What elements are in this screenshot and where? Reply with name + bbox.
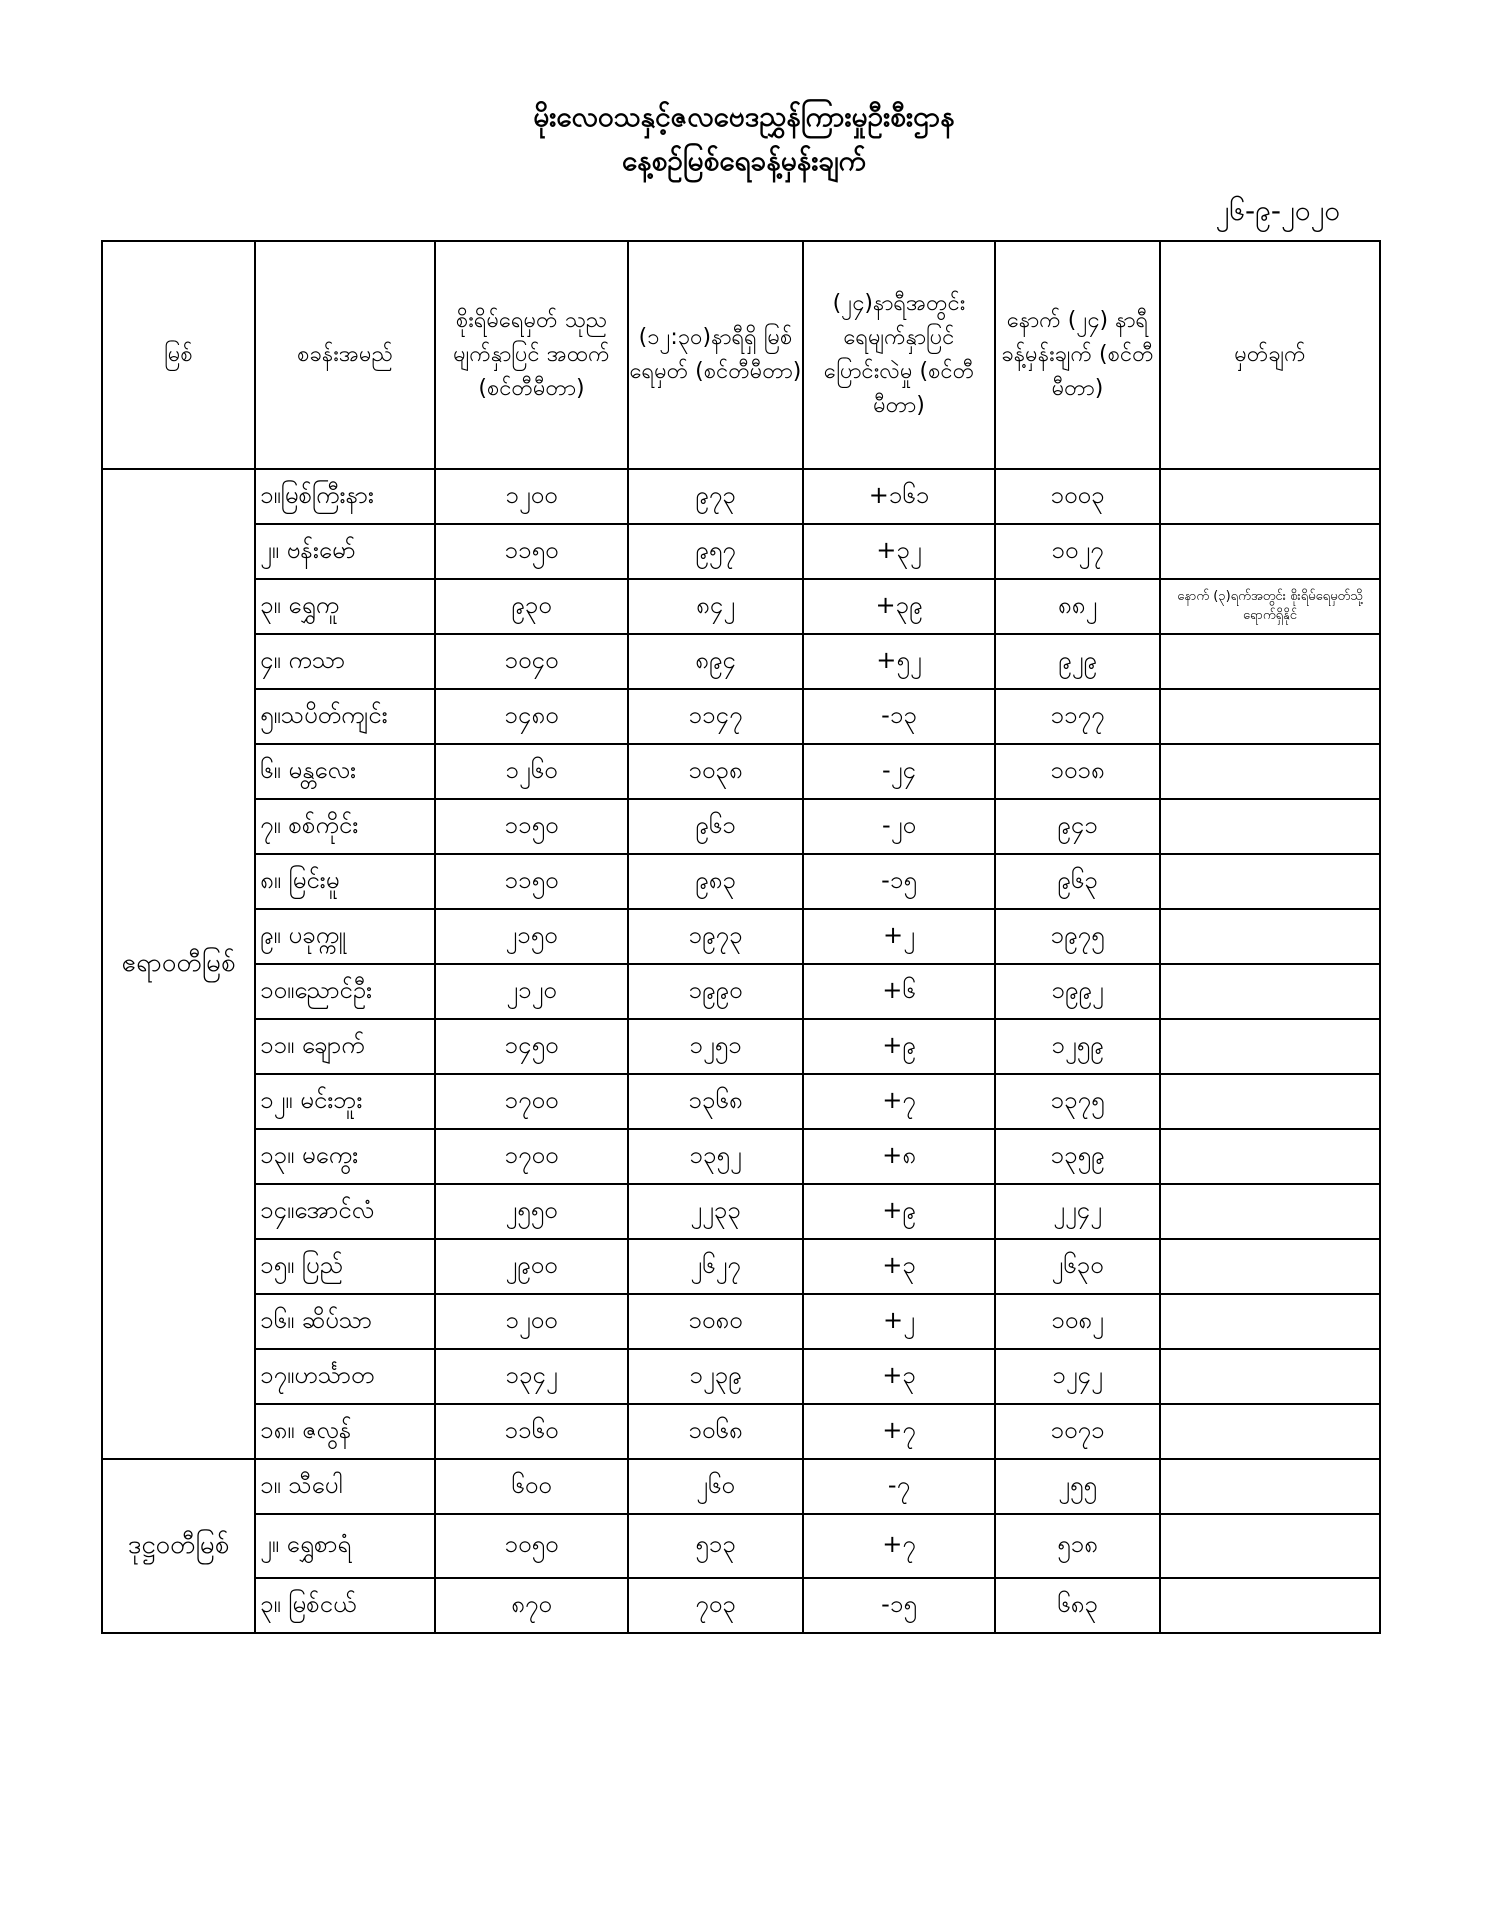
danger-level: ၁၂၀၀ (435, 1294, 628, 1349)
col-header-remarks: မှတ်ချက် (1160, 241, 1380, 469)
remark (1160, 1129, 1380, 1184)
remark (1160, 469, 1380, 524)
level-change: +၇ (803, 1514, 995, 1578)
forecast-level: ၉၆၃ (995, 854, 1160, 909)
forecast-level: ၅၁၈ (995, 1514, 1160, 1578)
table-row (102, 1019, 1380, 1074)
station-name: ၁။ သီပေါ (255, 1459, 435, 1514)
forecast-level: ၂၆၃၀ (995, 1239, 1160, 1294)
station-name: ၁၅။ ပြည် (255, 1239, 435, 1294)
station-name: ၁၀။ညောင်ဦး (255, 964, 435, 1019)
station-name: ၉။ ပခုက္ကူ (255, 909, 435, 964)
forecast-level: ၁၀၁၈ (995, 744, 1160, 799)
level-change: +၉ (803, 1019, 995, 1074)
river-forecast-table (101, 240, 1381, 1634)
station-name: ၃။ မြစ်ငယ် (255, 1578, 435, 1633)
col-header-24h-change: (၂၄)နာရီအတွင်း ရေမျက်နှာပြင် ပြောင်းလဲမှု (စင်တီမီတာ) (803, 241, 995, 469)
remark (1160, 1459, 1380, 1514)
forecast-level: ၈၈၂ (995, 579, 1160, 634)
remark (1160, 634, 1380, 689)
current-level: ၉၇၃ (628, 469, 803, 524)
current-level: ၁၃၅၂ (628, 1129, 803, 1184)
level-change: +၉ (803, 1184, 995, 1239)
forecast-level: ၉၄၁ (995, 799, 1160, 854)
remark (1160, 799, 1380, 854)
level-change: +၆ (803, 964, 995, 1019)
report-date: ၂၆-၉-၂၀၂၀ (1215, 194, 1340, 227)
level-change: +၂ (803, 909, 995, 964)
forecast-level: ၁၀၂၇ (995, 524, 1160, 579)
forecast-level: ၁၀၇၁ (995, 1404, 1160, 1459)
level-change: -၁၅ (803, 854, 995, 909)
station-name: ၂။ ဗန်းမော် (255, 524, 435, 579)
col-header-forecast: နောက် (၂၄) နာရီ ခန့်မှန်းချက် (စင်တီမီတာ) (995, 241, 1160, 469)
station-name: ၄။ ကသာ (255, 634, 435, 689)
level-change: +၇ (803, 1404, 995, 1459)
remark (1160, 964, 1380, 1019)
station-name: ၇။ စစ်ကိုင်း (255, 799, 435, 854)
table-row (102, 1514, 1380, 1578)
level-change: +၃ (803, 1239, 995, 1294)
danger-level: ၁၀၅၀ (435, 1514, 628, 1578)
current-level: ၁၉၇၃ (628, 909, 803, 964)
current-level: ၂၂၃၃ (628, 1184, 803, 1239)
level-change: +၃၉ (803, 579, 995, 634)
table-row (102, 1578, 1380, 1633)
level-change: -၂၀ (803, 799, 995, 854)
remark: နောက် (၃)ရက်အတွင်း စိုးရိမ်ရေမှတ်သို့ ရောက်ရှိနိုင် (1160, 579, 1380, 634)
station-name: ၂။ ရွှေစာရံ (255, 1514, 435, 1578)
level-change: +၇ (803, 1074, 995, 1129)
remark (1160, 909, 1380, 964)
danger-level: ၉၃၀ (435, 579, 628, 634)
table-row (102, 1239, 1380, 1294)
danger-level: ၁၇၀၀ (435, 1129, 628, 1184)
forecast-level: ၂၂၄၂ (995, 1184, 1160, 1239)
danger-level: ၂၅၅၀ (435, 1184, 628, 1239)
remark (1160, 1074, 1380, 1129)
col-header-danger-level: စိုးရိမ်ရေမှတ် သုညမျက်နှာပြင် အထက် (စင်တီမီတာ) (435, 241, 628, 469)
report-title: နေ့စဉ်မြစ်ရေခန့်မှန်းချက် (621, 144, 867, 177)
station-name: ၁၃။ မကွေး (255, 1129, 435, 1184)
current-level: ၁၂၅၁ (628, 1019, 803, 1074)
danger-level: ၂၁၂၀ (435, 964, 628, 1019)
station-name: ၁၁။ ချောက် (255, 1019, 435, 1074)
level-change: +၁၆၁ (803, 469, 995, 524)
danger-level: ၂၁၅၀ (435, 909, 628, 964)
forecast-level: ၁၃၇၅ (995, 1074, 1160, 1129)
station-name: ၁၇။ဟင်္သာတ (255, 1349, 435, 1404)
current-level: ၉၅၇ (628, 524, 803, 579)
remark (1160, 1404, 1380, 1459)
table-row (102, 524, 1380, 579)
current-level: ၉၆၁ (628, 799, 803, 854)
danger-level: ၁၄၅၀ (435, 1019, 628, 1074)
remark (1160, 689, 1380, 744)
table-row (102, 1349, 1380, 1404)
table-row (102, 1404, 1380, 1459)
forecast-level: ၁၂၄၂ (995, 1349, 1160, 1404)
level-change: -၁၅ (803, 1578, 995, 1633)
table-row (102, 579, 1380, 634)
danger-level: ၂၉၀၀ (435, 1239, 628, 1294)
level-change: -၂၄ (803, 744, 995, 799)
remark (1160, 1294, 1380, 1349)
level-change: -၁၃ (803, 689, 995, 744)
remark (1160, 524, 1380, 579)
station-name: ၆။ မန္တလေး (255, 744, 435, 799)
danger-level: ၁၁၅၀ (435, 854, 628, 909)
station-name: ၅။သပိတ်ကျင်း (255, 689, 435, 744)
table-row (102, 854, 1380, 909)
danger-level: ၈၇၀ (435, 1578, 628, 1633)
station-name: ၁။မြစ်ကြီးနား (255, 469, 435, 524)
level-change: +၈ (803, 1129, 995, 1184)
current-level: ၁၃၆၈ (628, 1074, 803, 1129)
table-row (102, 689, 1380, 744)
current-level: ၂၆၂၇ (628, 1239, 803, 1294)
station-name: ၁၄။အောင်လံ (255, 1184, 435, 1239)
col-header-station: စခန်းအမည် (255, 241, 435, 469)
current-level: ၈၉၄ (628, 634, 803, 689)
station-name: ၃။ ရွှေကူ (255, 579, 435, 634)
remark (1160, 854, 1380, 909)
current-level: ၁၂၃၉ (628, 1349, 803, 1404)
danger-level: ၁၁၅၀ (435, 799, 628, 854)
table-row (102, 1459, 1380, 1514)
danger-level: ၁၁၅၀ (435, 524, 628, 579)
level-change: +၃၂ (803, 524, 995, 579)
forecast-level: ၉၂၉ (995, 634, 1160, 689)
forecast-level: ၁၀၀၃ (995, 469, 1160, 524)
danger-level: ၁၃၄၂ (435, 1349, 628, 1404)
current-level: ၁၀၆၈ (628, 1404, 803, 1459)
forecast-level: ၁၂၅၉ (995, 1019, 1160, 1074)
current-level: ၇၀၃ (628, 1578, 803, 1633)
danger-level: ၁၂၆၀ (435, 744, 628, 799)
forecast-level: ၁၁၇၇ (995, 689, 1160, 744)
danger-level: ၁၄၈၀ (435, 689, 628, 744)
forecast-level: ၁၉၇၅ (995, 909, 1160, 964)
table-row (102, 1129, 1380, 1184)
level-change: +၅၂ (803, 634, 995, 689)
station-name: ၁၈။ ဇလွန် (255, 1404, 435, 1459)
danger-level: ၁၂၀၀ (435, 469, 628, 524)
danger-level: ၁၀၄၀ (435, 634, 628, 689)
current-level: ၈၄၂ (628, 579, 803, 634)
table-row (102, 1294, 1380, 1349)
col-header-river: မြစ် (102, 241, 255, 469)
current-level: ၂၆၀ (628, 1459, 803, 1514)
station-name: ၁၆။ ဆိပ်သာ (255, 1294, 435, 1349)
remark (1160, 1184, 1380, 1239)
forecast-level: ၁၃၅၉ (995, 1129, 1160, 1184)
table-row (102, 634, 1380, 689)
danger-level: ၁၁၆၀ (435, 1404, 628, 1459)
forecast-level: ၁၉၉၂ (995, 964, 1160, 1019)
remark (1160, 1578, 1380, 1633)
header-row (102, 241, 1380, 469)
forecast-level: ၂၅၅ (995, 1459, 1160, 1514)
level-change: +၂ (803, 1294, 995, 1349)
forecast-level: ၆၈၃ (995, 1578, 1160, 1633)
current-level: ၁၉၉၀ (628, 964, 803, 1019)
table-row (102, 799, 1380, 854)
station-name: ၈။ မြင်းမူ (255, 854, 435, 909)
col-header-current-level: (၁၂:၃၀)နာရီရှိ မြစ်ရေမှတ် (စင်တီမီတာ) (628, 241, 803, 469)
river-name: ဧရာဝတီမြစ် (102, 469, 255, 1459)
table-row (102, 909, 1380, 964)
remark (1160, 1514, 1380, 1578)
current-level: ၁၀၈၀ (628, 1294, 803, 1349)
current-level: ၁၀၃၈ (628, 744, 803, 799)
danger-level: ၆၀၀ (435, 1459, 628, 1514)
agency-title: မိုးလေဝသနှင့်ဇလဗေဒညွှန်ကြားမှုဦးစီးဌာန (533, 100, 955, 133)
table-row (102, 469, 1380, 524)
station-name: ၁၂။ မင်းဘူး (255, 1074, 435, 1129)
remark (1160, 1019, 1380, 1074)
current-level: ၉၈၃ (628, 854, 803, 909)
danger-level: ၁၇၀၀ (435, 1074, 628, 1129)
remark (1160, 744, 1380, 799)
river-name: ဒုဋ္ဌဝတီမြစ် (102, 1459, 255, 1633)
table-row (102, 1074, 1380, 1129)
table-row (102, 1184, 1380, 1239)
level-change: +၃ (803, 1349, 995, 1404)
level-change: -၇ (803, 1459, 995, 1514)
current-level: ၅၁၃ (628, 1514, 803, 1578)
current-level: ၁၁၄၇ (628, 689, 803, 744)
forecast-level: ၁၀၈၂ (995, 1294, 1160, 1349)
remark (1160, 1349, 1380, 1404)
table-row (102, 964, 1380, 1019)
table-row (102, 744, 1380, 799)
remark (1160, 1239, 1380, 1294)
